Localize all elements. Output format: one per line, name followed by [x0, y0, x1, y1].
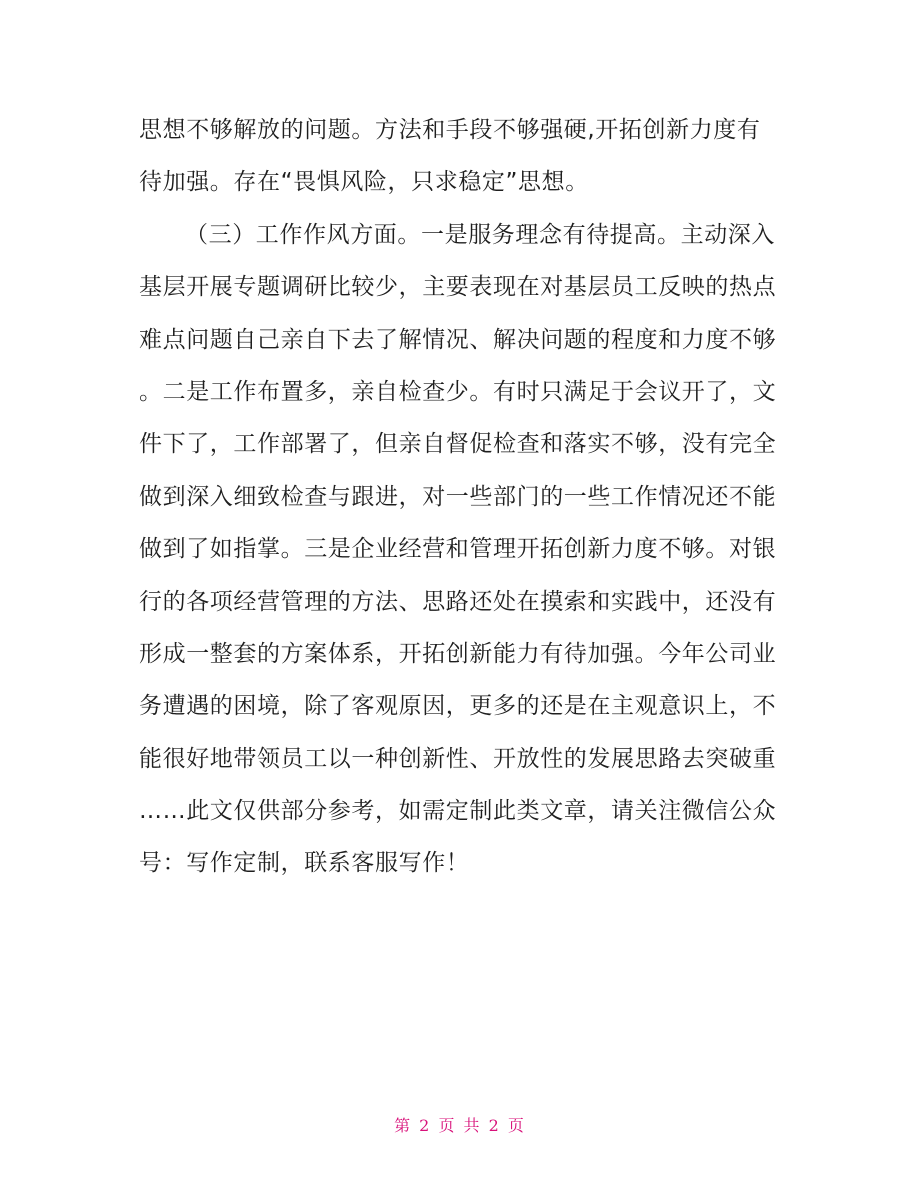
text-line: 做到深入细致检查与跟进，对一些部门的一些工作情况还不能: [139, 483, 777, 510]
text-line: 形成一整套的方案体系，开拓创新能力有待加强。今年公司业: [139, 640, 777, 667]
text-line: 能很好地带领员工以一种创新性、开放性的发展思路去突破重: [139, 745, 777, 772]
text-line: 务遭遇的困境，除了客观原因，更多的还是在主观意识上，不: [139, 693, 777, 720]
text-line: 号：写作定制，联系客服写作！: [139, 850, 470, 877]
text-line: 思想不够解放的问题。方法和手段不够强硬,开拓创新力度有: [139, 117, 761, 143]
text-line: 待加强。存在“畏惧风险，只求稳定”思想。: [139, 169, 589, 196]
text-line: 难点问题自己亲自下去了解情况、解决问题的程度和力度不够: [139, 326, 777, 353]
document-body: [139, 104, 789, 890]
text-line: 行的各项经营管理的方法、思路还处在摸索和实践中，还没有: [139, 588, 777, 615]
text-line: 基层开展专题调研比较少，主要表现在对基层员工反映的热点: [139, 274, 777, 301]
text-line: 件下了，工作部署了，但亲自督促检查和落实不够，没有完全: [139, 431, 777, 458]
paragraph-start-line: （三）工作作风方面。一是服务理念有待提高。主动深入: [185, 221, 775, 248]
page-number-footer: 第 2 页 共 2 页: [394, 1116, 526, 1135]
text-line: ……此文仅供部分参考，如需定制此类文章，请关注微信公众: [139, 798, 777, 825]
text-line: 。二是工作布置多，亲自检查少。有时只满足于会议开了，文: [139, 378, 777, 405]
text-line: 做到了如指掌。三是企业经营和管理开拓创新力度不够。对银: [139, 536, 777, 563]
